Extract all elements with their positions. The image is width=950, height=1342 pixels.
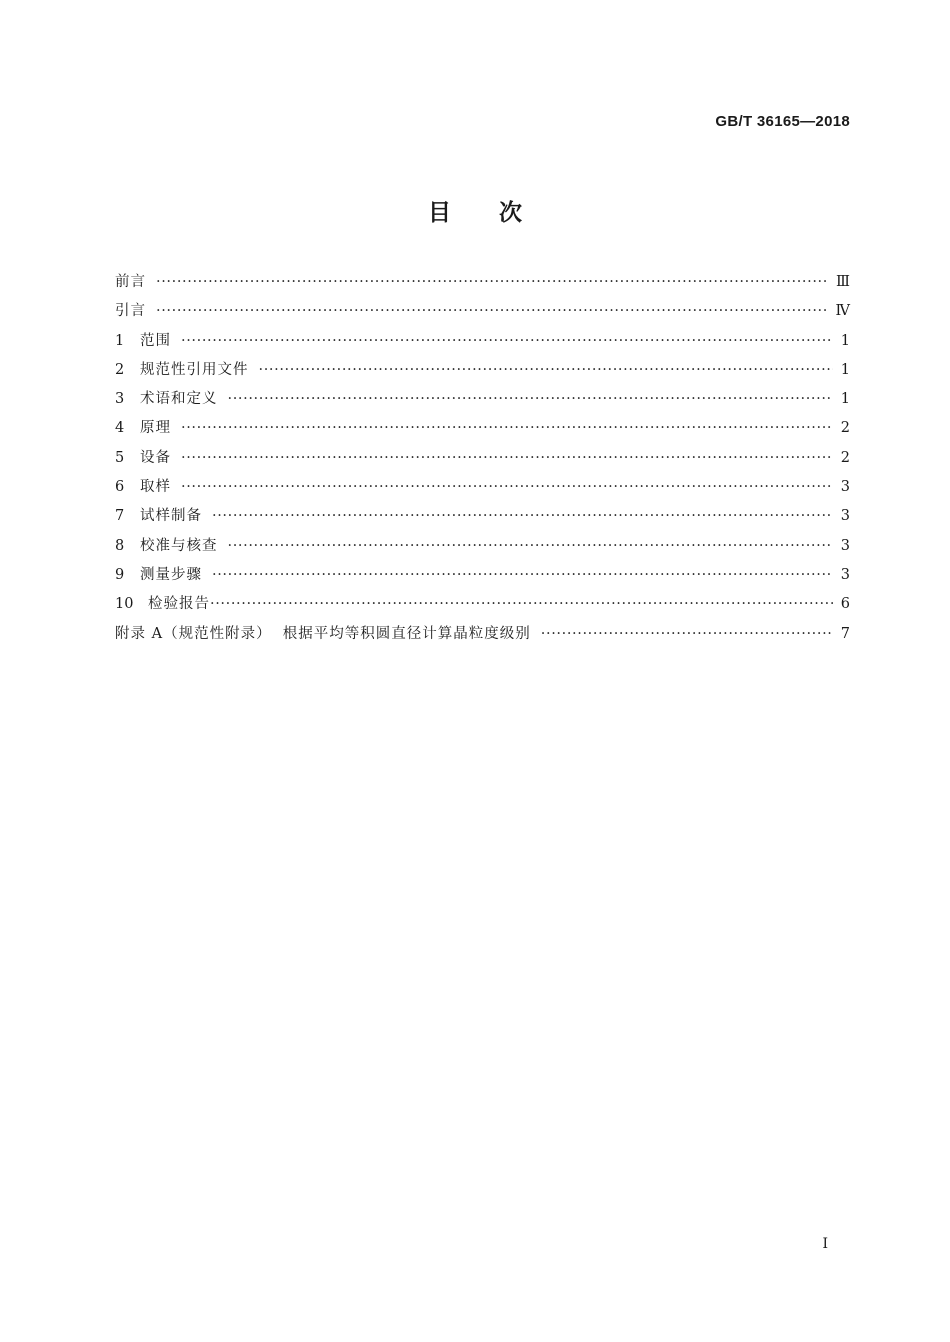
toc-page-number: 2 (840, 449, 850, 466)
toc-item-label: 校准与核查 (140, 537, 218, 554)
page-title: 目次 (428, 200, 570, 226)
toc-item-label: 取样 (140, 479, 171, 496)
toc-item-label: 测量步骤 (140, 566, 202, 583)
toc-item-calibration-verification[interactable] (115, 534, 850, 563)
toc-item-number: 4 (115, 420, 125, 437)
toc-page-number: 7 (840, 625, 850, 642)
toc-page-number: 3 (840, 479, 850, 496)
toc-item-annex-a[interactable] (115, 622, 850, 651)
toc-item-number: 9 (115, 566, 125, 583)
toc-leader-dots (181, 450, 833, 466)
toc-item-normative-references[interactable] (115, 358, 850, 387)
toc-item-label: 附录 A（规范性附录） 根据平均等积圆直径计算晶粒度级别 (115, 625, 531, 642)
toc-item-specimen-preparation[interactable] (115, 504, 850, 533)
toc-item-number: 8 (115, 537, 125, 554)
toc-item-terms-definitions[interactable] (115, 387, 850, 416)
toc-item-number: 10 (115, 596, 134, 613)
toc-page-number: 3 (840, 566, 850, 583)
toc-item-number: 3 (115, 391, 125, 408)
standard-number: GB/T 36165—2018 (715, 113, 850, 130)
toc-page-number: 1 (840, 391, 850, 408)
toc-item-number: 6 (115, 479, 125, 496)
toc-item-number: 7 (115, 508, 125, 525)
toc-item-measurement-procedure[interactable] (115, 563, 850, 592)
footer-page-number: I (822, 1236, 828, 1252)
toc-leader-dots (259, 362, 833, 378)
toc-page-number: 6 (840, 596, 850, 613)
table-of-contents (115, 270, 850, 651)
toc-page-number: Ⅳ (835, 303, 850, 320)
toc-leader-dots (210, 596, 833, 612)
toc-leader-dots (181, 479, 833, 495)
toc-page-number: 3 (840, 508, 850, 525)
toc-page-number: 2 (840, 420, 850, 437)
toc-leader-dots (541, 626, 833, 642)
toc-page-number: 1 (840, 332, 850, 349)
toc-item-label: 设备 (140, 449, 171, 466)
toc-item-label: 试样制备 (140, 508, 202, 525)
toc-item-sampling[interactable] (115, 475, 850, 504)
toc-item-test-report[interactable] (115, 592, 850, 621)
toc-item-number: 1 (115, 332, 125, 349)
toc-leader-dots (228, 391, 833, 407)
toc-page-number: 1 (840, 361, 850, 378)
toc-item-label: 术语和定义 (140, 391, 218, 408)
toc-item-label: 前言 (115, 274, 146, 290)
toc-page-number: Ⅲ (836, 274, 850, 290)
toc-item-foreword[interactable] (115, 270, 850, 299)
toc-item-number: 5 (115, 449, 125, 466)
toc-leader-dots (212, 567, 833, 583)
toc-item-introduction[interactable] (115, 299, 850, 328)
toc-item-label: 原理 (140, 420, 171, 437)
toc-item-label: 引言 (115, 303, 146, 320)
toc-leader-dots (228, 538, 833, 554)
toc-item-scope[interactable] (115, 329, 850, 358)
toc-item-label: 规范性引用文件 (140, 361, 249, 378)
toc-leader-dots (212, 508, 833, 524)
toc-item-number: 2 (115, 361, 125, 378)
toc-item-principle[interactable] (115, 416, 850, 445)
toc-leader-dots (156, 274, 828, 290)
toc-leader-dots (181, 420, 833, 436)
toc-leader-dots (156, 303, 828, 319)
toc-item-label: 范围 (140, 332, 171, 349)
toc-item-label: 检验报告 (148, 596, 210, 613)
toc-item-apparatus[interactable] (115, 446, 850, 475)
toc-page-number: 3 (840, 537, 850, 554)
toc-leader-dots (181, 333, 833, 349)
